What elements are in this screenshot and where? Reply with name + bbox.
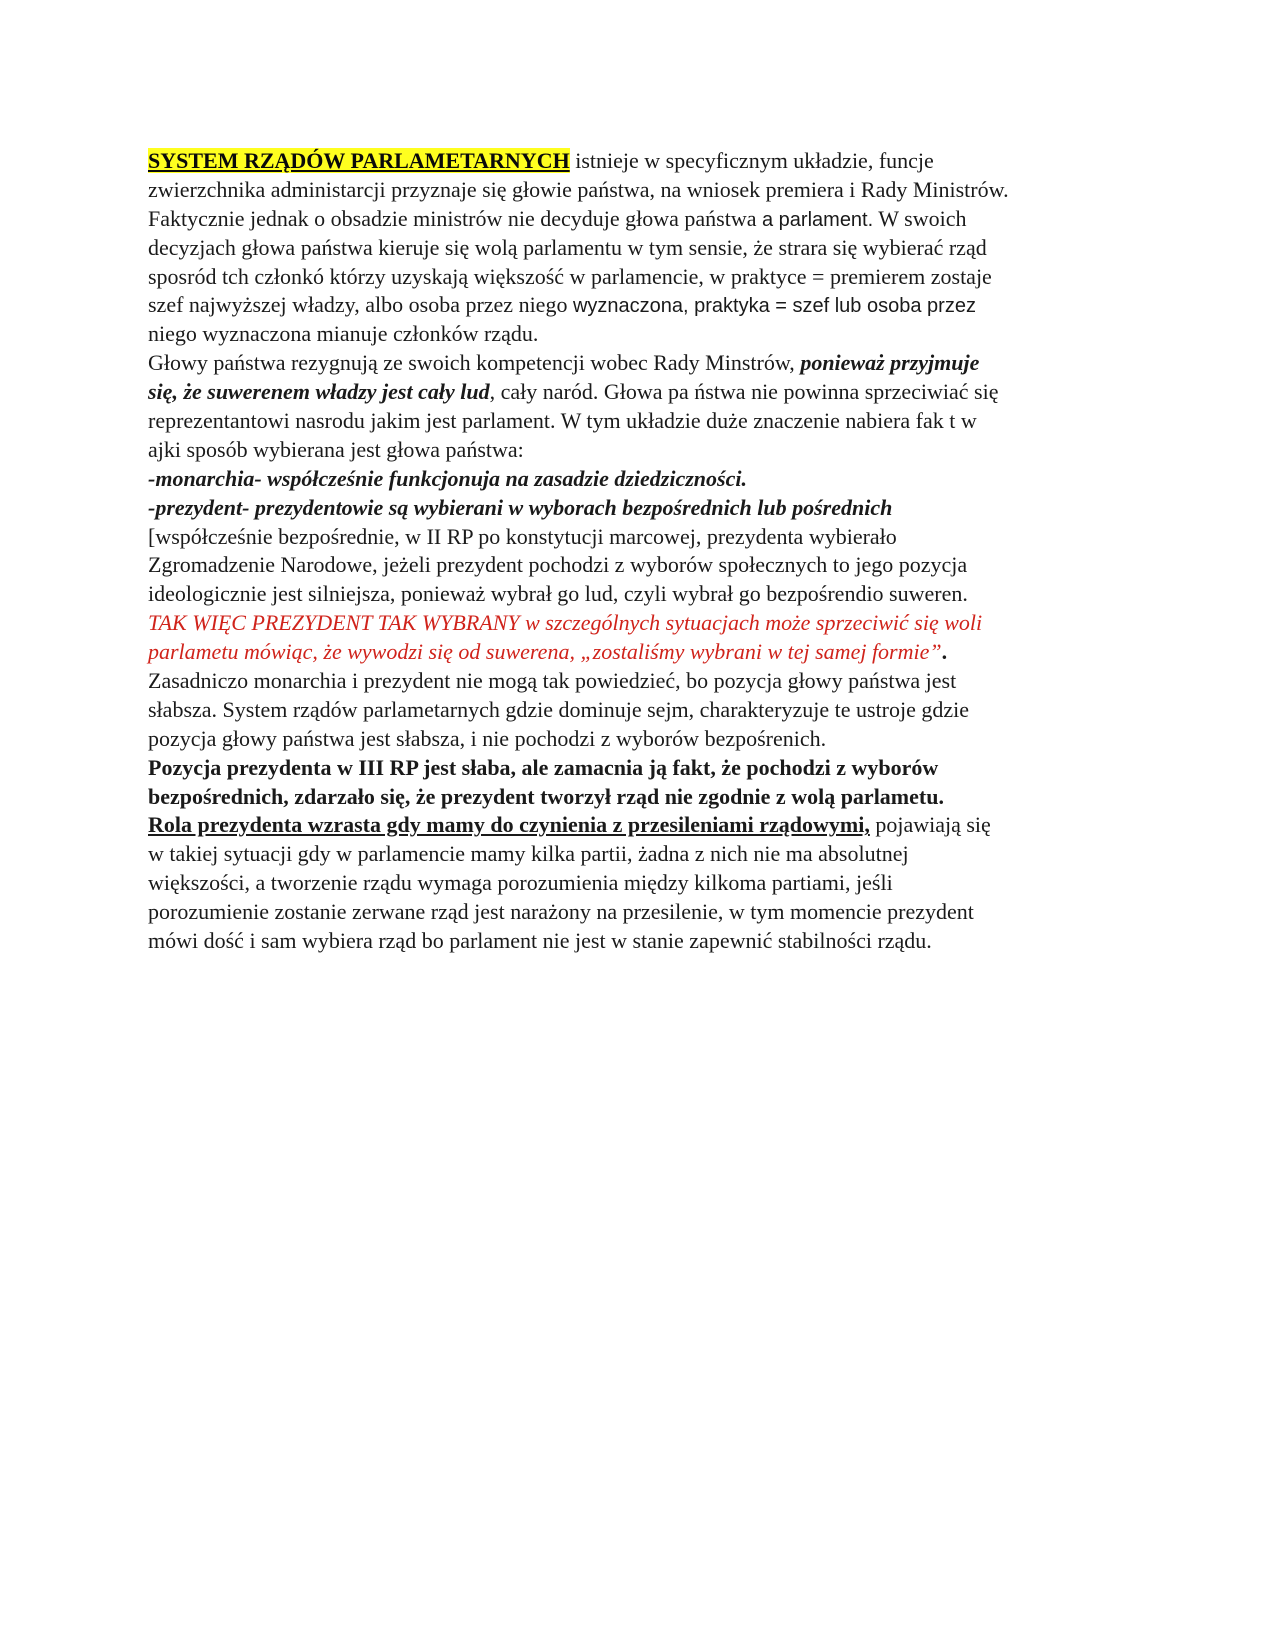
text-line <box>148 349 1138 378</box>
underlined-bold-run: Rola prezydenta wzrasta gdy mamy do czynienia z przesileniami rządowymi, <box>148 812 870 838</box>
text-line: pozycja głowy państwa jest słabsza, i nie pochodzi z wyborów bezpośrenich. <box>148 725 827 751</box>
text-line: zwierzchnika administarcji przyznaje się głowie państwa, na wniosek premiera i Rady Ministrów. <box>148 176 1009 202</box>
text-line <box>148 147 1138 176</box>
bold-text-line: Pozycja prezydenta w III RP jest słaba, ale zamacnia ją fakt, że pochodzi z wyborów <box>148 754 939 780</box>
emphasis-run: się, że suwerenem władzy jest cały lud <box>148 379 490 405</box>
text-line: -monarchia- współcześnie funkcjonuja na zasadzie dziedziczności. <box>148 465 747 491</box>
text-line: mówi dość i sam wybiera rząd bo parlament nie jest w stanie zapewnić stabilności rządu. <box>148 928 932 954</box>
text-line: słabsza. System rządów parlametarnych gdzie dominuje sejm, charakteryzuje te ustroje gdzie <box>148 696 970 722</box>
highlighted-heading: SYSTEM RZĄDÓW PARLAMETARNYCH <box>148 148 570 173</box>
text-line: -prezydent- prezydentowie są wybierani w wyborach bezpośrednich lub pośrednich <box>148 494 893 520</box>
text-run: wyznaczona, praktyka = szef lub osoba przez <box>572 295 976 318</box>
text-run: Głowy państwa rezygnują ze swoich kompetencji wobec Rady Minstrów, <box>148 350 801 376</box>
text-run: pojawiają się <box>869 812 991 838</box>
text-run: a parlament. <box>762 208 874 231</box>
red-text-run: parlametu mówiąc, że wywodzi się od suwerena, „zostaliśmy wybrani w tej samej formie” <box>148 639 942 665</box>
text-run: . <box>941 639 948 665</box>
text-line: Zgromadzenie Narodowe, jeżeli prezydent pochodzi z wyborów społecznych to jego pozycja <box>148 552 968 578</box>
emphasis-run: ponieważ przyjmuje <box>800 350 980 376</box>
text-line: niego wyznaczona mianuje członków rządu. <box>148 321 539 347</box>
text-line: ideologicznie jest silniejsza, ponieważ wybrał go lud, czyli wybrał go bezpośrendio suweren. <box>148 581 968 607</box>
text-line: porozumienie zostanie zerwane rząd jest narażony na przesilenie, w tym momencie prezydent <box>148 899 974 925</box>
text-run: szef najwyższej władzy, albo osoba przez niego <box>148 292 573 318</box>
text-line: ajki sposób wybierana jest głowa państwa: <box>148 436 524 462</box>
text-line <box>148 205 1138 234</box>
text-line: sposród tch członkó którzy uzyskają większość w parlamencie, w praktyce = premierem zostaje <box>148 263 992 289</box>
text-line <box>148 291 1138 320</box>
text-line <box>148 378 1138 407</box>
text-line <box>148 811 1138 840</box>
text-line: decyzjach głowa państwa kieruje się wolą parlamentu w tym sensie, że strara się wybierać rząd <box>148 234 987 260</box>
text-run: W swoich <box>873 205 967 231</box>
text-run: Faktycznie jednak o obsadzie ministrów nie decyduje głowa państwa <box>148 205 762 231</box>
text-line: [współcześnie bezpośrednie, w II RP po konstytucji marcowej, prezydenta wybierało <box>148 523 897 549</box>
text-run: istnieje w specyficznym układzie, funcje <box>569 148 934 173</box>
text-line: Zasadniczo monarchia i prezydent nie mogą tak powiedzieć, bo pozycja głowy państwa jest <box>148 668 957 694</box>
bold-text-line: bezpośrednich, zdarzało się, że prezydent tworzył rząd nie zgodnie z wolą parlametu. <box>148 783 944 809</box>
text-line: w takiej sytuacji gdy w parlamencie mamy kilka partii, żadna z nich nie ma absolutnej <box>148 841 909 867</box>
text-line <box>148 638 1138 667</box>
document-body <box>148 147 1138 956</box>
text-line: reprezentantowi nasrodu jakim jest parlament. W tym układzie duże znaczenie nabiera fak t w <box>148 408 977 434</box>
text-run: , cały naród. Głowa pa ństwa nie powinna sprzeciwiać się <box>489 379 999 405</box>
red-text-line: TAK WIĘC PREZYDENT TAK WYBRANY w szczególnych sytuacjach może sprzeciwić się woli <box>148 610 983 636</box>
text-line: większości, a tworzenie rządu wymaga porozumienia między kilkoma partiami, jeśli <box>148 870 893 896</box>
